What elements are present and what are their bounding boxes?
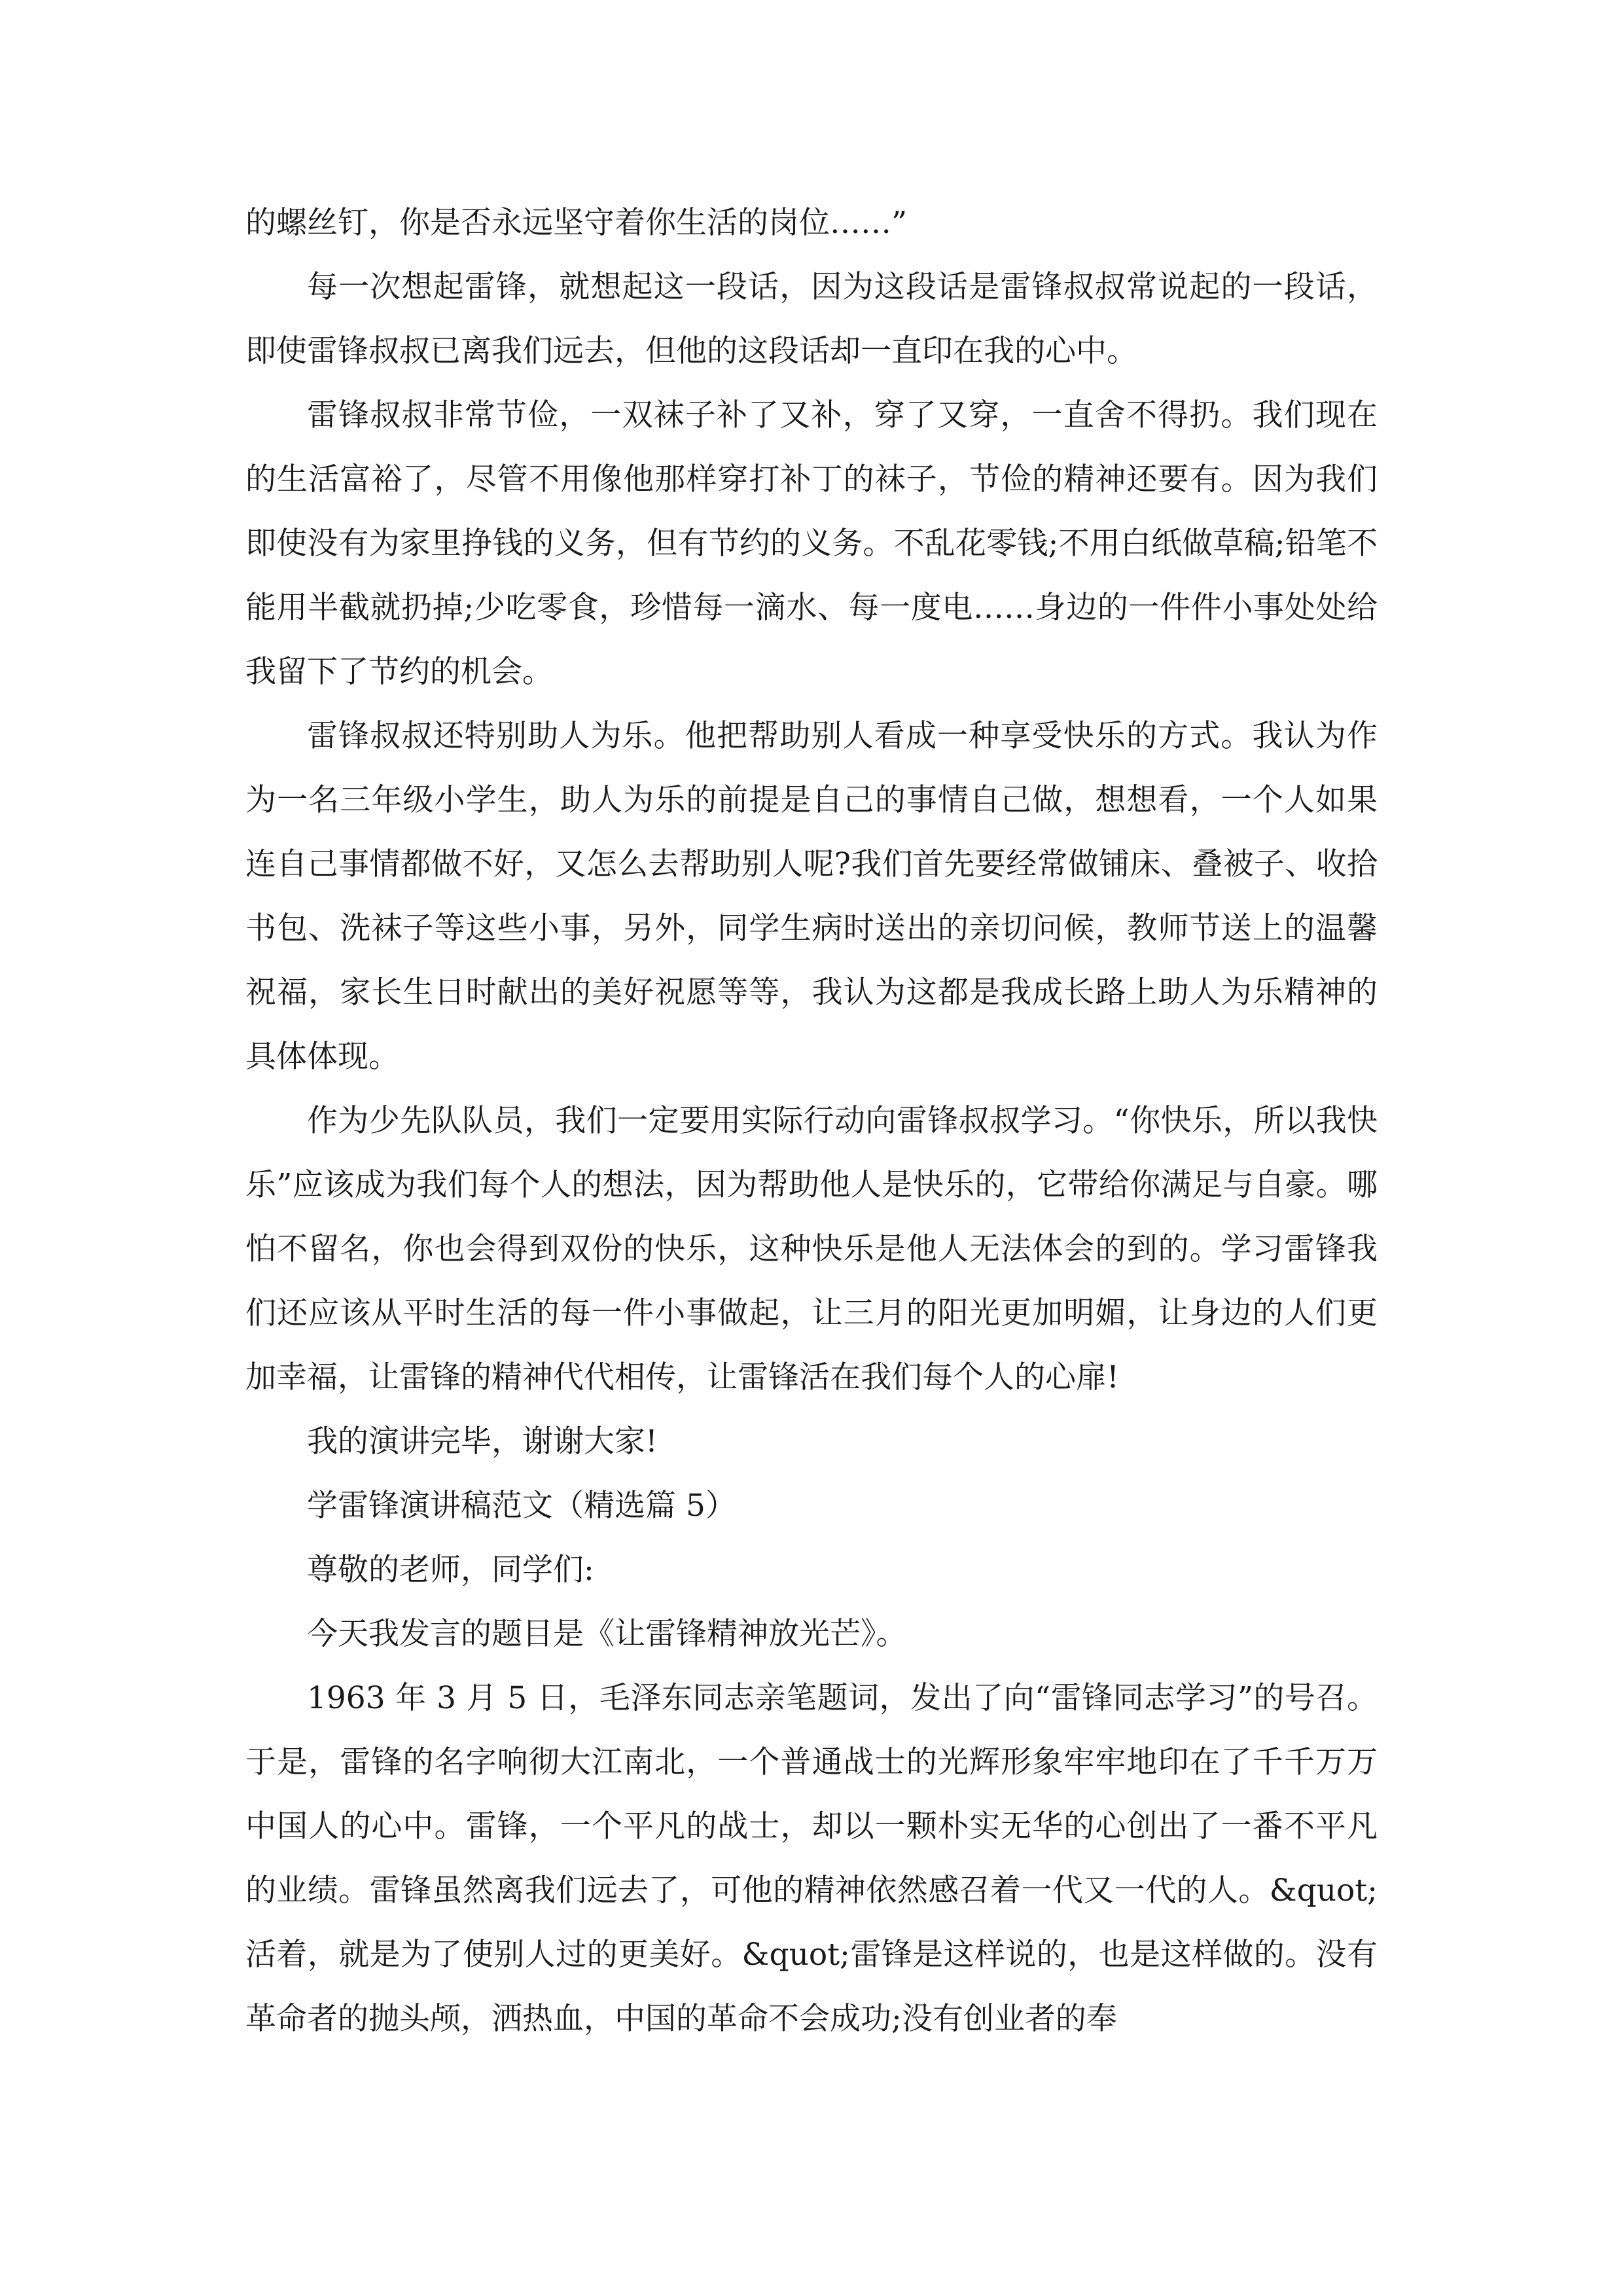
paragraph-thrift: 雷锋叔叔非常节俭，一双袜子补了又补，穿了又穿，一直舍不得扔。我们现在的生活富裕了，尽管不用像他那样穿打补丁的袜子，节俭的精神还要有。因为我们即使没有为家里挣钱的义务，但有节约的义务。不乱花零钱;不用白纸做草稿;铅笔不能用半截就扔掉;少吃零食，珍惜每一滴水、每一度电……身边的一件件小事处处给我留下了节约的机会。: [245, 397, 1378, 690]
paragraph-continuation: 的螺丝钉，你是否永远坚守着你生活的岗位……”: [245, 205, 908, 241]
speech-text-body: [245, 191, 1378, 2051]
paragraph-memory: 每一次想起雷锋，就想起这一段话，因为这段话是雷锋叔叔常说起的一段话，即使雷锋叔叔已离我们远去，但他的这段话却一直印在我的心中。: [245, 269, 1378, 369]
paragraph-closing: 我的演讲完毕，谢谢大家!: [307, 1424, 658, 1460]
paragraph-young-pioneers: 作为少先队队员，我们一定要用实际行动向雷锋叔叔学习。“你快乐，所以我快乐”应该成为我们每个人的想法，因为帮助他人是快乐的，它带给你满足与自豪。哪怕不留名，你也会得到双份的快乐，这种快乐是他人无法体会的到的。学习雷锋我们还应该从平时生活的每一件小事做起，让三月的阳光更加明媚，让身边的人们更加幸福，让雷锋的精神代代相传，让雷锋活在我们每个人的心扉!: [245, 1103, 1378, 1395]
paragraph-1963-history: 1963 年 3 月 5 日，毛泽东同志亲笔题词，发出了向“雷锋同志学习”的号召。于是，雷锋的名字响彻大江南北，一个普通战士的光辉形象牢牢地印在了千千万万中国人的心中。雷锋，一个平凡的战士，却以一颗朴实无华的心创出了一番不平凡的业绩。雷锋虽然离我们远去了，可他的精神依然感召着一代又一代的人。&quot;活着，就是为了使别人过的更美好。&quot;雷锋是这样说的，也是这样做的。没有革命者的抛头颅，洒热血，中国的革命不会成功;没有创业者的奉: [245, 1680, 1378, 2037]
section-heading: 学雷锋演讲稿范文（精选篇 5）: [307, 1488, 736, 1524]
paragraph-helping-others: 雷锋叔叔还特别助人为乐。他把帮助别人看成一种享受快乐的方式。我认为作为一名三年级小学生，助人为乐的前提是自己的事情自己做，想想看，一个人如果连自己事情都做不好，又怎么去帮助别人呢?我们首先要经常做铺床、叠被子、收拾书包、洗袜子等这些小事，另外，同学生病时送出的亲切问候，教师节送上的温馨祝福，家长生日时献出的美好祝愿等等，我认为这都是我成长路上助人为乐精神的具体体现。: [245, 718, 1378, 1075]
speech-title-line: 今天我发言的题目是《让雷锋精神放光芒》。: [307, 1616, 907, 1652]
salutation: 尊敬的老师，同学们:: [307, 1552, 594, 1588]
